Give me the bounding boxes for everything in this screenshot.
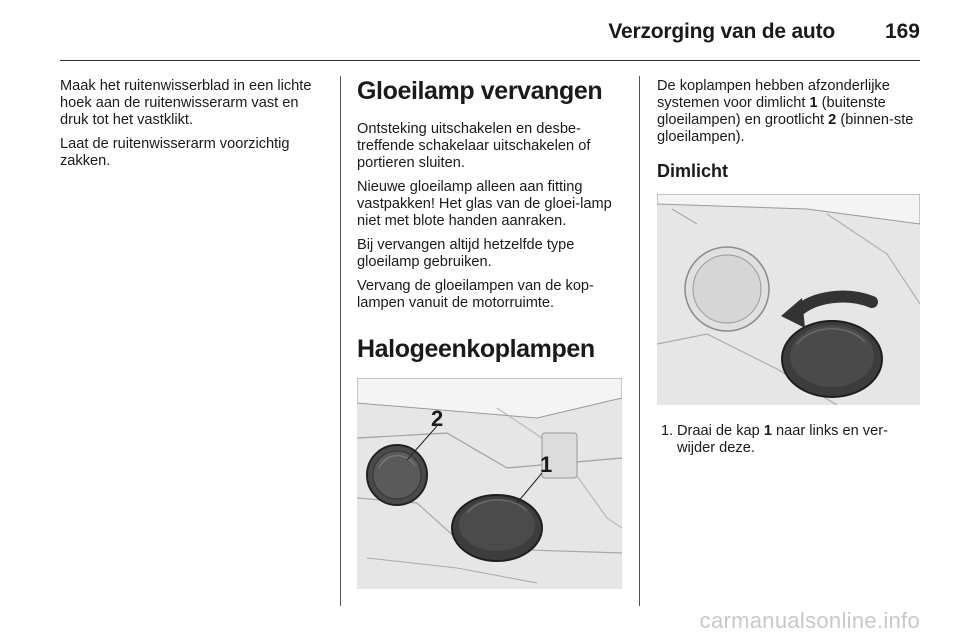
watermark: carmanualsonline.info bbox=[699, 608, 920, 633]
headlamp-illustration bbox=[357, 378, 622, 589]
column-divider-left bbox=[340, 76, 341, 606]
figure-low-beam-cap bbox=[657, 194, 920, 405]
page-title: Verzorging van de auto bbox=[608, 20, 835, 43]
figure-halogen-headlamp bbox=[357, 378, 622, 589]
column-divider-right bbox=[639, 76, 640, 606]
paragraph-hold-fitting: Nieuwe gloeilamp alleen aan fitting vastpakken! Het glas van de gloei-lamp niet met blote handen aanraken. bbox=[357, 179, 612, 229]
steps-list bbox=[657, 423, 922, 457]
page-number: 169 bbox=[884, 20, 920, 43]
column-middle bbox=[357, 78, 625, 589]
paragraph-same-type: Bij vervangen altijd hetzelfde type gloeilamp gebruiken. bbox=[357, 237, 575, 270]
page-header bbox=[0, 0, 960, 60]
figure-label-2: 2 bbox=[431, 406, 444, 431]
column-right bbox=[657, 78, 922, 457]
paragraph-engine-bay: Vervang de gloeilampen van de kop-lampen vanuit de motorruimte. bbox=[357, 278, 594, 311]
section-heading-bulb-replace: Gloeilamp vervangen bbox=[357, 77, 603, 105]
paragraph-wiper-attach: Maak het ruitenwisserblad in een lichte hoek aan de ruitenwisserarm vast en druk tot het vastklikt. bbox=[60, 78, 312, 128]
paragraph-beam-systems: De koplampen hebben afzonderlijke systemen voor dimlicht 1 (buitenste gloeilampen) en grootlicht 2 (binnen-ste gloeilampen). bbox=[657, 78, 914, 145]
paragraph-ignition: Ontsteking uitschakelen en desbe-treffende schakelaar uitschakelen of portieren sluiten. bbox=[357, 121, 591, 171]
low-beam-illustration bbox=[657, 194, 920, 405]
header-rule bbox=[60, 60, 920, 61]
paragraph-wiper-lower: Laat de ruitenwisserarm voorzichtig zakken. bbox=[60, 136, 290, 169]
figure-label-1: 1 bbox=[540, 452, 553, 477]
list-item: 1. Draai de kap 1 naar links en ver-wijder deze. bbox=[661, 423, 888, 456]
subheading-low-beam: Dimlicht bbox=[657, 161, 729, 181]
column-left bbox=[60, 78, 325, 177]
section-heading-halogen: Halogeenkoplampen bbox=[357, 335, 595, 363]
